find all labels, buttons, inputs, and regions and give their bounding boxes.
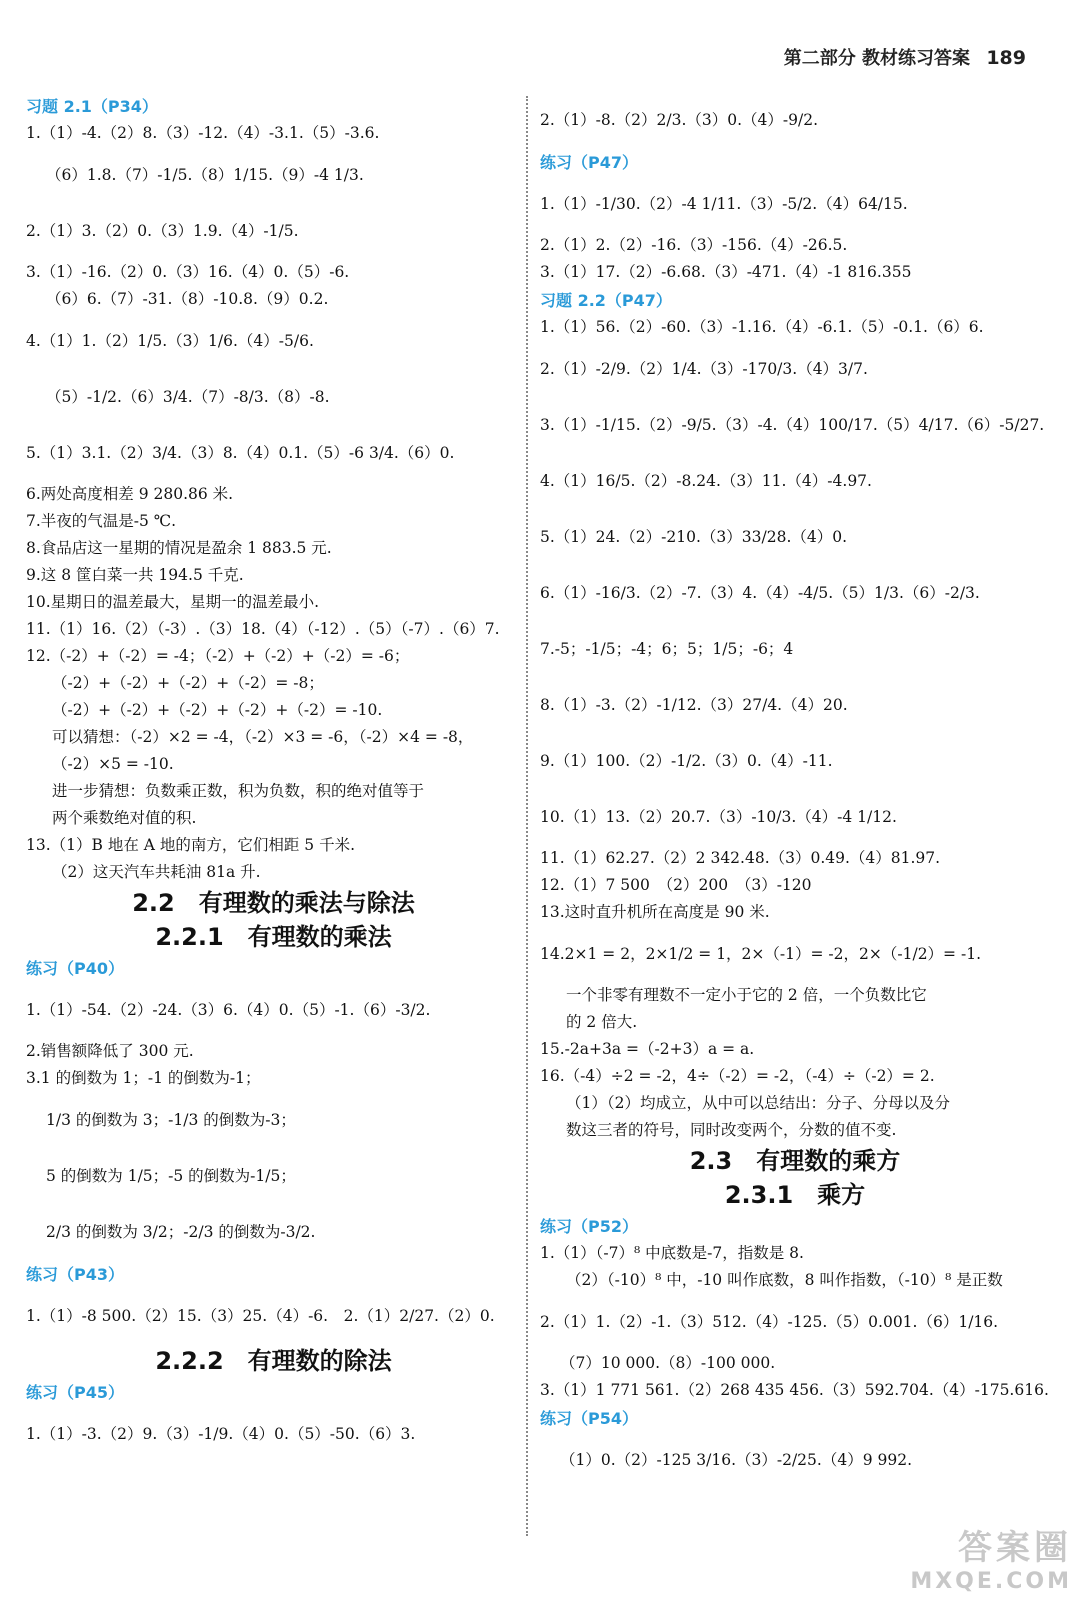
- answer-line: （1）0.（2）-125 3/16.（3）-2/25.（4）9 992.: [560, 1451, 912, 1469]
- subsection-heading: 2.2.1 有理数的乘法: [155, 923, 392, 951]
- answer-line: 3.（1）17.（2）-6.68.（3）-471.（4）-1 816.355: [540, 263, 912, 281]
- answer-line: 可以猜想：（-2）×2 = -4，（-2）×3 = -6，（-2）×4 = -8，: [52, 728, 474, 746]
- section-label: 练习（P43）: [26, 1265, 124, 1284]
- section-label: 练习（P47）: [540, 153, 638, 172]
- answer-line: （2）（-10）⁸ 中，-10 叫作底数，8 叫作指数，（-10）⁸ 是正数: [566, 1271, 1003, 1289]
- header-title: 教材练习答案: [862, 48, 971, 69]
- watermark-url: MXQE.COM: [910, 1569, 1072, 1594]
- answer-line: 9.（1）100.（2）-1/2.（3）0.（4）-11.: [540, 752, 833, 770]
- answer-line: 5.（1）3.1.（2）3/4.（3）8.（4）0.1.（5）-6 3/4.（6）0.: [26, 444, 455, 462]
- answer-line: 两个乘数绝对值的积.: [52, 809, 197, 827]
- answer-line: 5 的倒数为 1/5；-5 的倒数为-1/5；: [46, 1167, 296, 1185]
- chapter-heading: 2.3 有理数的乘方: [689, 1147, 901, 1175]
- answer-line: 6.两处高度相差 9 280.86 米.: [26, 485, 234, 503]
- answer-line: 4.（1）16/5.（2）-8.24.（3）11.（4）-4.97.: [540, 472, 872, 490]
- answer-line: 数这三者的符号，同时改变两个，分数的值不变.: [566, 1121, 897, 1139]
- answer-line: 13.（1）B 地在 A 地的南方，它们相距 5 千米.: [26, 836, 356, 854]
- section-label: 练习（P40）: [26, 959, 124, 978]
- answer-line: 2.销售额降低了 300 元.: [26, 1042, 194, 1060]
- answer-line: （-2）+（-2）+（-2）+（-2）= -8；: [52, 674, 324, 692]
- answer-line: 4.（1）1.（2）1/5.（3）1/6.（4）-5/6.: [26, 332, 314, 350]
- answer-line: 3.1 的倒数为 1；-1 的倒数为-1；: [26, 1069, 261, 1087]
- answer-line: （6）6.（7）-31.（8）-10.8.（9）0.2.: [46, 290, 329, 308]
- answer-line: 8.食品店这一星期的情况是盈余 1 883.5 元.: [26, 539, 332, 557]
- answer-line: 8.（1）-3.（2）-1/12.（3）27/4.（4）20.: [540, 696, 848, 714]
- answer-line: 2/3 的倒数为 3/2；-2/3 的倒数为-3/2.: [46, 1223, 316, 1241]
- answer-line: （1）（2）均成立，从中可以总结出：分子、分母以及分: [566, 1094, 950, 1112]
- answer-line: 15.-2a+3a =（-2+3）a = a.: [540, 1040, 755, 1058]
- subsection-heading: 2.2.2 有理数的除法: [155, 1347, 392, 1375]
- answer-line: 10.星期日的温差最大，星期一的温差最小.: [26, 593, 320, 611]
- answer-line: （6）1.8.（7）-1/5.（8）1/15.（9）-4 1/3.: [46, 166, 364, 184]
- answer-line: 2.（1）-8.（2）2/3.（3）0.（4）-9/2.: [540, 111, 819, 129]
- answer-line: 2.（1）1.（2）-1.（3）512.（4）-125.（5）0.001.（6）1/16.: [540, 1313, 999, 1331]
- answer-line: 的 2 倍大.: [566, 1013, 638, 1031]
- answer-line: 3.（1）-1/15.（2）-9/5.（3）-4.（4）100/17.（5）4/17.（6）-5/27.: [540, 416, 1045, 434]
- answer-line: （2）这天汽车共耗油 81a 升.: [52, 863, 261, 881]
- answer-line: 2.（1）-2/9.（2）1/4.（3）-170/3.（4）3/7.: [540, 360, 868, 378]
- answer-line: 13.这时直升机所在高度是 90 米.: [540, 903, 770, 921]
- section-label: 习题 2.2（P47）: [540, 291, 672, 310]
- watermark-text: 答案圈: [958, 1528, 1072, 1568]
- section-label: 练习（P45）: [26, 1383, 124, 1402]
- page-number: 189: [986, 47, 1026, 69]
- left-column: [26, 92, 521, 1462]
- answer-line: 1.（1）-4.（2）8.（3）-12.（4）-3.1.（5）-3.6.: [26, 124, 380, 142]
- section-label: 练习（P52）: [540, 1217, 638, 1236]
- answer-line: （7）10 000.（8）-100 000.: [560, 1354, 776, 1372]
- answer-line: 5.（1）24.（2）-210.（3）33/28.（4）0.: [540, 528, 848, 546]
- answer-line: 进一步猜想：负数乘正数，积为负数，积的绝对值等于: [52, 782, 425, 800]
- right-column: [540, 92, 1050, 1488]
- answer-line: 10.（1）13.（2）20.7.（3）-10/3.（4）-4 1/12.: [540, 808, 897, 826]
- answer-line: 12.（1）7 500 （2）200 （3）-120: [540, 876, 812, 894]
- page-header: [784, 44, 1026, 70]
- column-divider: [526, 96, 528, 1536]
- answer-line: 11.（1）16.（2）（-3）.（3）18.（4）（-12）.（5）（-7）.（6）7.: [26, 620, 500, 638]
- answer-line: 3.（1）-16.（2）0.（3）16.（4）0.（5）-6.: [26, 263, 350, 281]
- answer-line: 14.2×1 = 2，2×1/2 = 1，2×（-1）= -2，2×（-1/2）= -1.: [540, 945, 981, 963]
- subsection-heading: 2.3.1 乘方: [724, 1181, 866, 1209]
- section-label: 习题 2.1（P34）: [26, 97, 158, 116]
- answer-line: 1.（1）-54.（2）-24.（3）6.（4）0.（5）-1.（6）-3/2.: [26, 1001, 431, 1019]
- answer-line: 一个非零有理数不一定小于它的 2 倍，一个负数比它: [566, 986, 927, 1004]
- chapter-heading: 2.2 有理数的乘法与除法: [132, 889, 415, 917]
- answer-line: 2.（1）3.（2）0.（3）1.9.（4）-1/5.: [26, 222, 299, 240]
- answer-line: （-2）+（-2）+（-2）+（-2）+（-2）= -10.: [52, 701, 383, 719]
- answer-line: 3.（1）1 771 561.（2）268 435 456.（3）592.704.（4）-175.616.: [540, 1381, 1049, 1399]
- answer-line: 11.（1）62.27.（2）2 342.48.（3）0.49.（4）81.97.: [540, 849, 941, 867]
- answer-line: （5）-1/2.（6）3/4.（7）-8/3.（8）-8.: [46, 388, 330, 406]
- answer-line: 12.（-2）+（-2）= -4；（-2）+（-2）+（-2）= -6；: [26, 647, 410, 665]
- answer-line: 9.这 8 筐白菜一共 194.5 千克.: [26, 566, 244, 584]
- answer-line: 1.（1）-8 500.（2）15.（3）25.（4）-6. 2.（1）2/27.（2）0.: [26, 1307, 495, 1325]
- answer-line: 1.（1）（-7）⁸ 中底数是-7，指数是 8.: [540, 1244, 804, 1262]
- answer-line: （-2）×5 = -10.: [52, 755, 174, 773]
- answer-line: 1.（1）56.（2）-60.（3）-1.16.（4）-6.1.（5）-0.1.（6）6.: [540, 318, 984, 336]
- answer-line: 7.半夜的气温是-5 ℃.: [26, 512, 177, 530]
- answer-line: 1/3 的倒数为 3；-1/3 的倒数为-3；: [46, 1111, 296, 1129]
- watermark: [910, 1520, 1072, 1594]
- answer-line: 1.（1）-1/30.（2）-4 1/11.（3）-5/2.（4）64/15.: [540, 195, 908, 213]
- answer-line: 6.（1）-16/3.（2）-7.（3）4.（4）-4/5.（5）1/3.（6）-2/3.: [540, 584, 980, 602]
- answer-line: 2.（1）2.（2）-16.（3）-156.（4）-26.5.: [540, 236, 848, 254]
- header-section: 第二部分: [783, 48, 856, 69]
- answer-line: 7.-5；-1/5；-4；6；5；1/5；-6；4: [540, 640, 794, 658]
- answer-line: 16.（-4）÷2 = -2，4÷（-2）= -2，（-4）÷（-2）= 2.: [540, 1067, 935, 1085]
- section-label: 练习（P54）: [540, 1409, 638, 1428]
- answer-line: 1.（1）-3.（2）9.（3）-1/9.（4）0.（5）-50.（6）3.: [26, 1425, 416, 1443]
